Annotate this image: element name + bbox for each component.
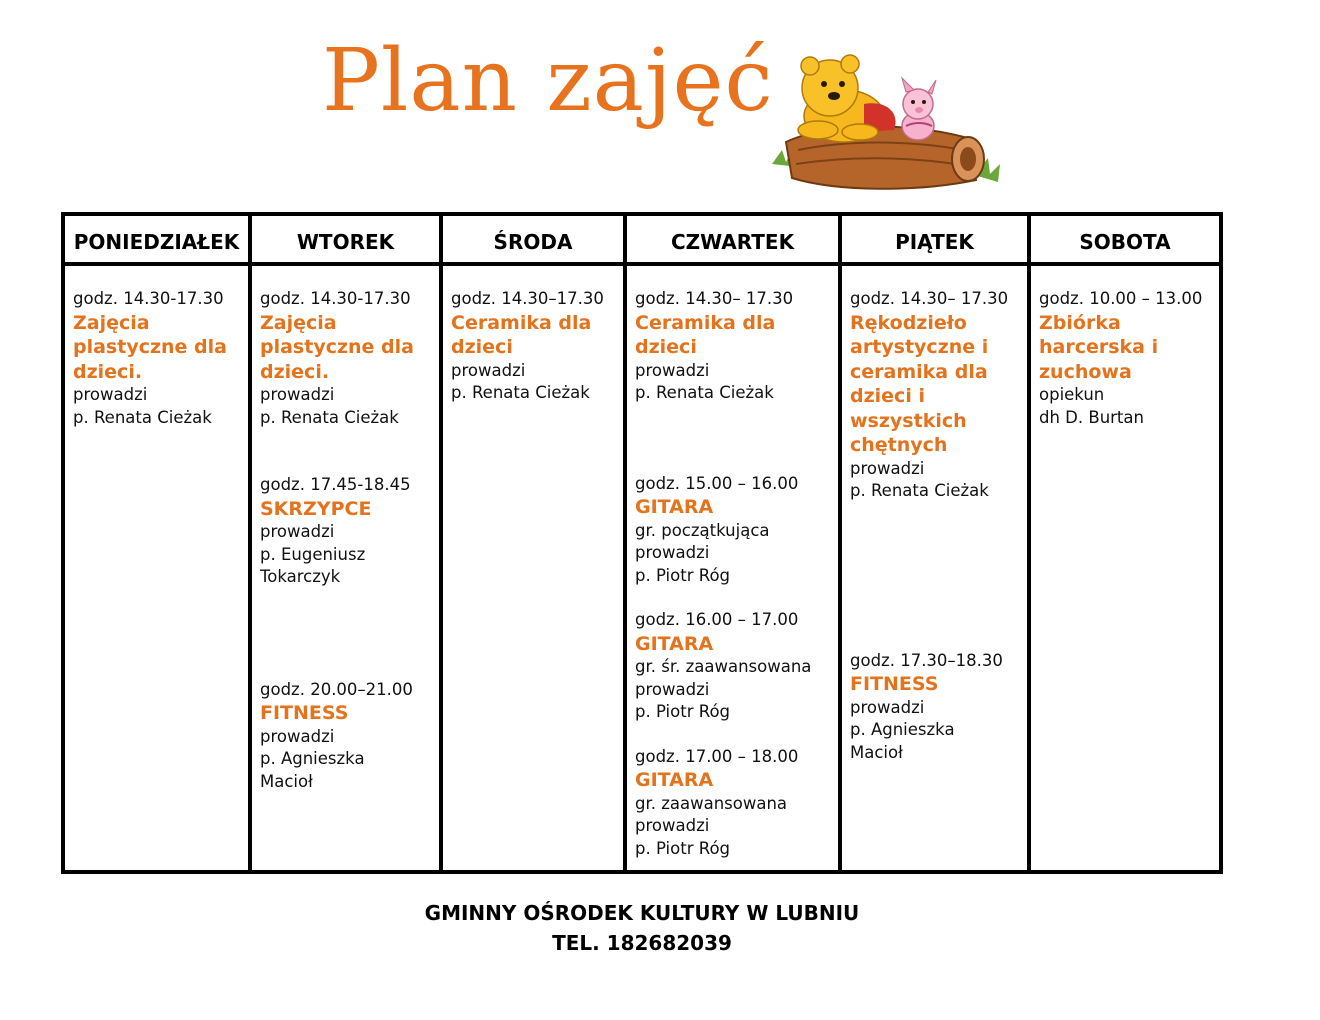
class-time: godz. 15.00 – 16.00 [635, 473, 799, 493]
class-detail: prowadzi [635, 360, 710, 380]
class-time: godz. 14.30– 17.30 [635, 289, 794, 308]
class-detail: p. Renata Cieżak [850, 481, 989, 500]
class-activity: Zbiórka [1039, 311, 1121, 334]
class-entry [260, 288, 433, 429]
class-detail: prowadzi [73, 385, 148, 404]
page-title: Plan zajęć [322, 31, 774, 131]
class-detail: p. Piotr Róg [635, 565, 731, 585]
class-activity: FITNESS [260, 702, 349, 724]
class-activity: chętnych [850, 434, 948, 456]
day-header: ŚRODA [441, 214, 625, 264]
day-cell [441, 264, 625, 872]
class-activity: FITNESS [850, 673, 939, 695]
class-time: godz. 20.00–21.00 [260, 679, 413, 699]
day-cell [840, 264, 1029, 872]
schedule-row [63, 264, 1221, 872]
class-detail: p. Agnieszka [850, 720, 955, 739]
class-time: godz. 17.45-18.45 [260, 475, 411, 494]
class-activity: wszystkich [850, 409, 967, 432]
class-activity: dzieci. [260, 360, 330, 383]
class-detail: p. Renata Cieżak [635, 383, 774, 402]
class-detail: gr. śr. zaawansowana [635, 657, 812, 676]
class-detail: gr. zaawansowana [635, 793, 788, 813]
class-detail: p. Agnieszka [260, 749, 365, 768]
class-detail: prowadzi [850, 458, 925, 478]
class-activity: SKRZYPCE [260, 497, 372, 520]
class-entry [1039, 288, 1213, 429]
class-entry [635, 288, 832, 405]
class-activity: Ceramika dla [451, 311, 592, 334]
class-activity: Zajęcia [73, 311, 150, 334]
class-time: godz. 14.30–17.30 [451, 289, 604, 308]
class-entry [73, 288, 242, 429]
class-detail: opiekun [1039, 385, 1105, 404]
class-detail: Tokarczyk [260, 567, 341, 586]
class-detail: prowadzi [451, 360, 526, 380]
class-entry [635, 473, 832, 588]
class-activity: plastyczne dla [260, 336, 414, 358]
bear-and-piglet-illustration [768, 52, 1004, 194]
class-entry [850, 288, 1021, 503]
class-activity: Ceramika dla dzieci [635, 311, 776, 358]
class-entry [635, 609, 832, 724]
class-activity: GITARA [635, 769, 714, 791]
class-time: godz. 17.00 – 18.00 [635, 746, 799, 766]
class-detail: p. Renata Cieżak [73, 407, 212, 427]
class-activity: GITARA [635, 496, 714, 518]
day-header: WTOREK [250, 214, 441, 264]
class-entry [451, 288, 617, 405]
class-activity: zuchowa [1039, 360, 1132, 383]
class-activity: GITARA [635, 632, 714, 655]
class-detail: p. Piotr Róg [635, 702, 731, 721]
class-detail: gr. początkująca [635, 520, 770, 540]
class-time: godz. 14.30-17.30 [73, 289, 224, 308]
day-header: PIĄTEK [840, 214, 1029, 264]
schedule-table [61, 212, 1223, 874]
class-time: godz. 16.00 – 17.00 [635, 610, 799, 629]
day-cell [625, 264, 840, 872]
class-detail: p. Renata Cieżak [260, 407, 399, 427]
class-detail: Macioł [260, 771, 313, 791]
class-entry [635, 746, 832, 861]
class-detail: prowadzi [260, 522, 335, 541]
class-activity: Rękodzieło [850, 311, 967, 334]
class-time: godz. 10.00 – 13.00 [1039, 289, 1203, 308]
footer-organization: GMINNY OŚRODEK KULTURY W LUBNIU [424, 901, 860, 925]
class-entry [260, 679, 433, 794]
class-activity: ceramika dla [850, 360, 988, 383]
class-activity: harcerska i [1039, 336, 1159, 358]
class-activity: plastyczne dla [73, 336, 227, 358]
class-detail: prowadzi [850, 697, 925, 717]
class-detail: p. Piotr Róg [635, 838, 731, 858]
class-detail: p. Renata Cieżak [451, 383, 590, 402]
class-entry [850, 650, 1021, 765]
class-entry [260, 474, 433, 589]
day-header: SOBOTA [1029, 214, 1221, 264]
class-time: godz. 14.30– 17.30 [850, 289, 1009, 308]
class-activity: dzieci [451, 336, 513, 358]
class-time: godz. 14.30-17.30 [260, 289, 411, 308]
class-activity: dzieci i [850, 385, 925, 407]
class-activity: Zajęcia [260, 311, 337, 334]
day-cell [63, 264, 250, 872]
footer-phone: TEL. 182682039 [552, 931, 732, 955]
class-time: godz. 17.30–18.30 [850, 650, 1003, 670]
class-detail: dh D. Burtan [1039, 407, 1144, 427]
day-cell [1029, 264, 1221, 872]
day-header: CZWARTEK [625, 214, 840, 264]
class-activity: artystyczne i [850, 336, 989, 358]
class-detail: prowadzi [635, 679, 710, 699]
day-cell [250, 264, 441, 872]
class-detail: prowadzi [260, 726, 335, 746]
day-header-row [63, 214, 1221, 264]
class-detail: prowadzi [635, 543, 710, 562]
class-activity: dzieci. [73, 360, 143, 383]
class-detail: Macioł [850, 742, 903, 762]
class-detail: prowadzi [635, 816, 710, 835]
day-header: PONIEDZIAŁEK [63, 214, 250, 264]
class-detail: p. Eugeniusz [260, 544, 366, 564]
class-detail: prowadzi [260, 385, 335, 404]
